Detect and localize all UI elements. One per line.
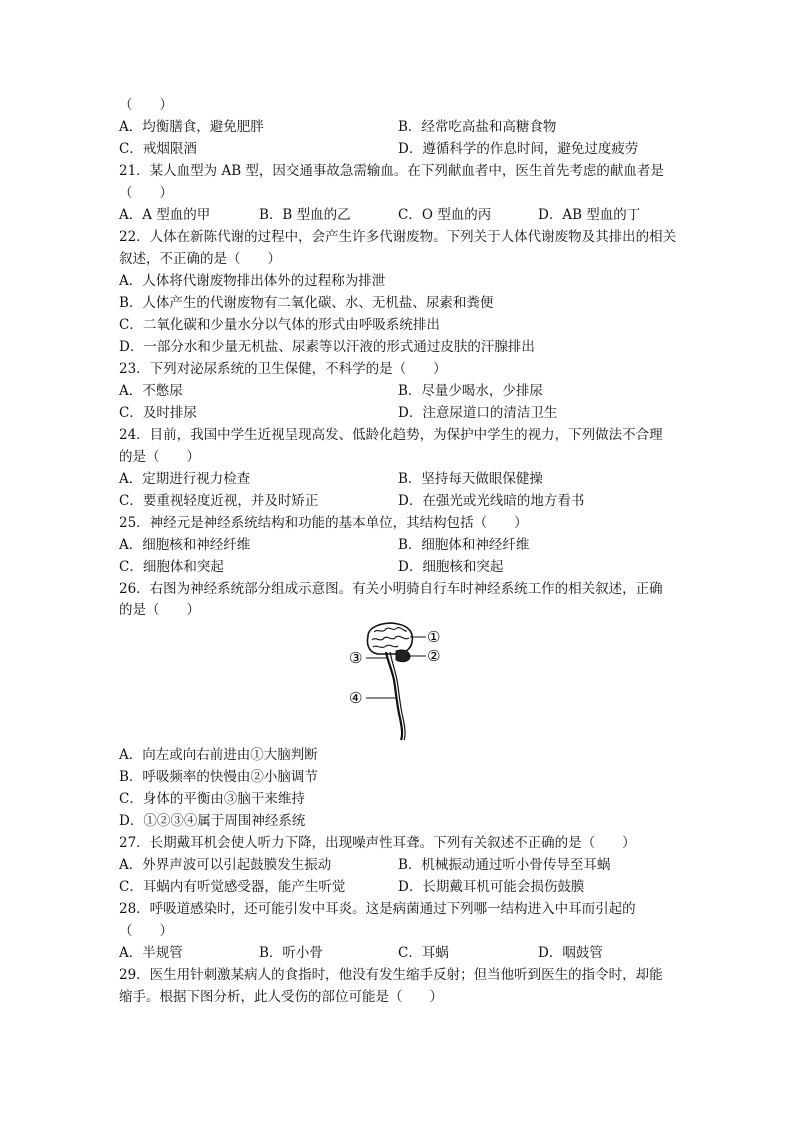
q23-stem: 23．下列对泌尿系统的卫生保健，不科学的是（ ） — [119, 361, 447, 377]
q20-option-a: A．均衡膳食，避免肥胖 — [119, 119, 264, 135]
q23-option-d: D．注意尿道口的清洁卫生 — [398, 405, 558, 421]
q24-stem-line-1: 24．目前，我国中学生近视呈现高发、低龄化趋势，为保护中学生的视力，下列做法不合理 — [119, 427, 663, 443]
label-1: ① — [427, 628, 441, 646]
q23-option-c: C．及时排尿 — [119, 405, 197, 421]
q24-option-b: B．坚持每天做眼保健操 — [398, 471, 543, 487]
q21-option-a: A．A 型血的甲 — [119, 207, 211, 223]
q27-option-b: B．机械振动通过听小骨传导至耳蜗 — [398, 857, 611, 873]
q21-option-b: B．B 型血的乙 — [259, 207, 351, 223]
q26-stem-line-2: 的是（ ） — [119, 602, 200, 618]
q26-option-c: C．身体的平衡由③脑干来维持 — [119, 791, 305, 807]
q21-option-d: D．AB 型血的丁 — [538, 207, 641, 223]
q27-option-d: D．长期戴耳机可能会损伤鼓膜 — [398, 879, 585, 895]
q21-paren: （ ） — [119, 185, 173, 201]
nervous-system-diagram — [346, 618, 446, 742]
q22-stem-line-2: 叙述，不正确的是（ ） — [119, 251, 281, 267]
q28-option-b: B．听小骨 — [259, 945, 323, 961]
q28-paren: （ ） — [119, 923, 173, 939]
q22-option-c: C．二氧化碳和少量水分以气体的形式由呼吸系统排出 — [119, 317, 440, 333]
q24-stem-line-2: 的是（ ） — [119, 449, 200, 465]
q25-option-b: B．细胞体和神经纤维 — [398, 537, 530, 553]
q26-option-d: D．①②③④属于周围神经系统 — [119, 813, 306, 829]
q25-stem: 25．神经元是神经系统结构和功能的基本单位，其结构包括（ ） — [119, 515, 528, 531]
q26-stem-line-1: 26．右图为神经系统部分组成示意图。有关小明骑自行车时神经系统工作的相关叙述，正确 — [119, 581, 663, 597]
q24-option-c: C．要重视轻度近视，并及时矫正 — [119, 493, 319, 509]
q28-stem: 28．呼吸道感染时，还可能引发中耳炎。这是病菌通过下列哪一结构进入中耳而引起的 — [119, 901, 636, 917]
q23-option-b: B．尽量少喝水，少排尿 — [398, 383, 543, 399]
q26-option-a: A．向左或向右前进由①大脑判断 — [119, 747, 318, 763]
q24-option-d: D．在强光或光线暗的地方看书 — [398, 493, 585, 509]
q20-option-d: D．遵循科学的作息时间，避免过度疲劳 — [398, 141, 639, 157]
q21-stem: 21．某人血型为 AB 型，因交通事故急需输血。在下列献血者中，医生首先考虑的献血者是 — [119, 163, 664, 179]
q22-option-a: A．人体将代谢废物排出体外的过程称为排泄 — [119, 273, 386, 289]
q20-option-b: B．经常吃高盐和高糖食物 — [398, 119, 557, 135]
q27-option-a: A．外界声波可以引起鼓膜发生振动 — [119, 857, 332, 873]
label-3: ③ — [349, 649, 363, 667]
q21-option-c: C．O 型血的丙 — [398, 207, 492, 223]
q29-stem-line-1: 29．医生用针刺激某病人的食指时，他没有发生缩手反射；但当他听到医生的指令时，却能 — [119, 967, 663, 983]
q22-option-d: D．一部分水和少量无机盐、尿素等以汗液的形式通过皮肤的汗腺排出 — [119, 339, 535, 355]
q23-option-a: A．不憋尿 — [119, 383, 183, 399]
q25-option-d: D．细胞核和突起 — [398, 559, 504, 575]
q20-paren: （ ） — [119, 97, 173, 113]
q22-option-b: B．人体产生的代谢废物有二氧化碳、水、无机盐、尿素和粪便 — [119, 295, 494, 311]
q27-option-c: C．耳蜗内有听觉感受器，能产生听觉 — [119, 879, 346, 895]
q28-option-c: C．耳蜗 — [398, 945, 449, 961]
label-2: ② — [427, 647, 441, 665]
q28-option-a: A．半规管 — [119, 945, 183, 961]
q26-option-b: B．呼吸频率的快慢由②小脑调节 — [119, 769, 318, 785]
q25-option-c: C．细胞体和突起 — [119, 559, 224, 575]
q28-option-d: D．咽鼓管 — [538, 945, 603, 961]
label-4: ④ — [349, 689, 363, 707]
q20-option-c: C．戒烟限酒 — [119, 141, 197, 157]
q22-stem-line-1: 22．人体在新陈代谢的过程中，会产生许多代谢废物。下列关于人体代谢废物及其排出的相关 — [119, 229, 677, 245]
q24-option-a: A．定期进行视力检查 — [119, 471, 251, 487]
q29-stem-line-2: 缩手。根据下图分析，此人受伤的部位可能是（ ） — [119, 989, 443, 1005]
q25-option-a: A．细胞核和神经纤维 — [119, 537, 251, 553]
q27-stem: 27．长期戴耳机会使人听力下降，出现噪声性耳聋。下列有关叙述不正确的是（ ） — [119, 835, 636, 851]
